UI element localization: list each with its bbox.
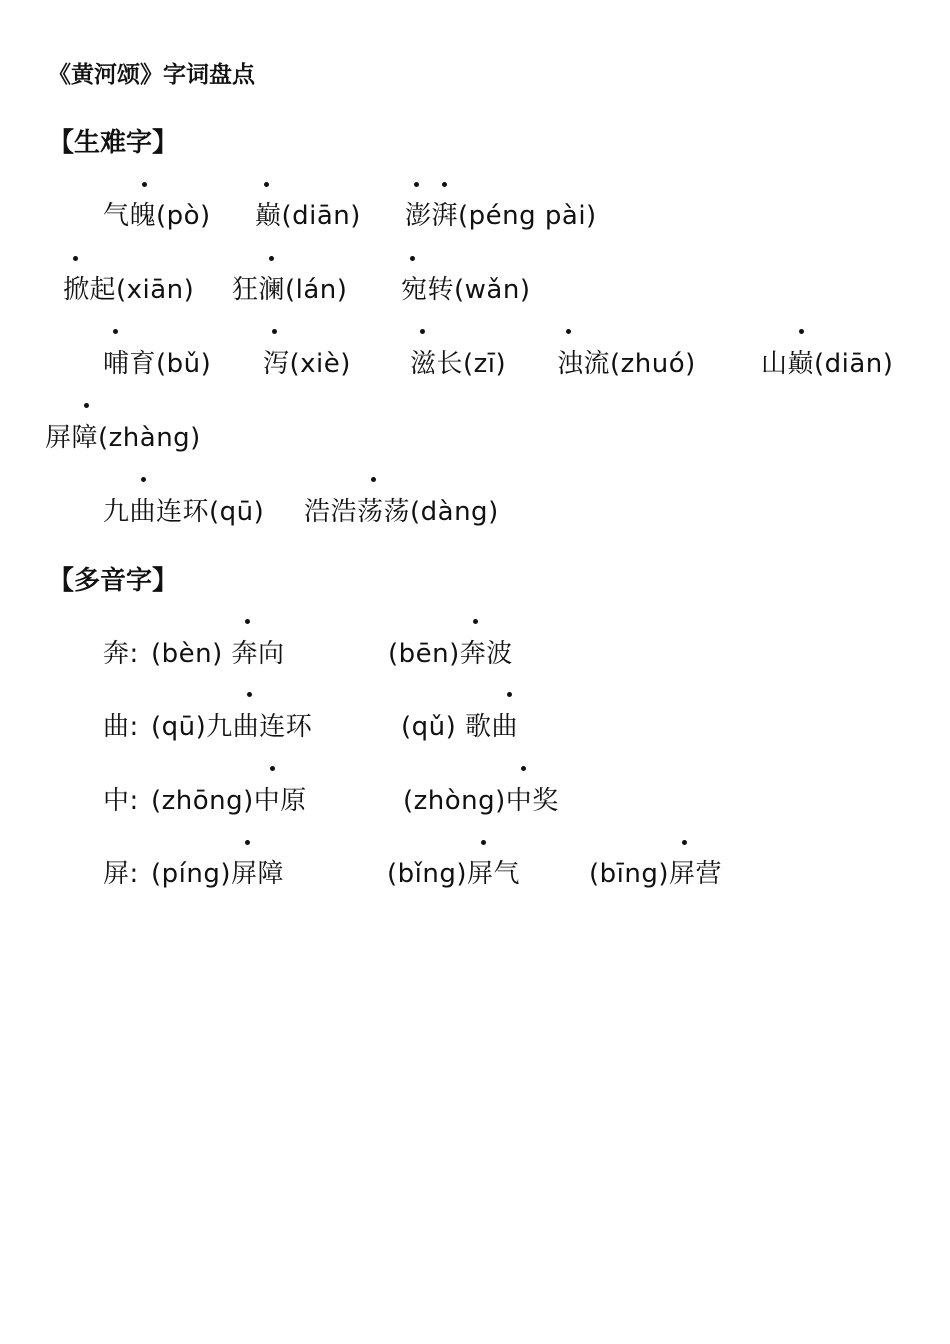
polyphone-reading: (zhòng)中奖 (403, 786, 559, 816)
emphasis-dot (247, 692, 252, 697)
polyphone-reading: (qǔ) 歌曲 (401, 712, 519, 742)
vocab-item: 哺育(bǔ) (103, 349, 212, 379)
emphasis-dot (142, 182, 147, 187)
polyphone-label: 屏: (103, 859, 139, 889)
emphasis-dot (442, 182, 447, 187)
emphasis-dot (507, 692, 512, 697)
emphasis-dot (682, 840, 687, 845)
emphasis-dot (84, 403, 89, 408)
section-heading-hard-chars: 【生难字】 (48, 128, 179, 158)
vocab-item: 澎湃(péng pài) (405, 201, 597, 231)
emphasis-dot (481, 840, 486, 845)
vocab-item: 气魄(pò) (103, 201, 211, 231)
vocab-item: 浩浩荡荡(dàng) (304, 497, 499, 527)
polyphone-reading: (zhōng)中原 (151, 786, 307, 816)
polyphone-reading: (píng)屏障 (151, 859, 284, 889)
vocab-item: 山巅(diān) (761, 349, 894, 379)
emphasis-dot (414, 182, 419, 187)
emphasis-dot (245, 840, 250, 845)
emphasis-dot (73, 256, 78, 261)
vocab-item: 浊流(zhuó) (557, 349, 696, 379)
polyphone-reading: (bǐng)屏气 (387, 859, 520, 889)
vocab-item: 泻(xiè) (263, 349, 351, 379)
emphasis-dot (264, 182, 269, 187)
emphasis-dot (245, 619, 250, 624)
emphasis-dot (566, 329, 571, 334)
vocab-item: 九曲连环(qū) (103, 497, 265, 527)
emphasis-dot (410, 256, 415, 261)
emphasis-dot (420, 329, 425, 334)
vocab-item: 掀起(xiān) (63, 275, 195, 305)
polyphone-label: 奔: (103, 639, 139, 669)
polyphone-reading: (bēn)奔波 (388, 639, 513, 669)
emphasis-dot (799, 329, 804, 334)
vocab-item: 滋长(zī) (410, 349, 507, 379)
polyphone-reading: (bīng)屏营 (589, 859, 722, 889)
polyphone-reading: (qū)九曲连环 (151, 712, 313, 742)
vocab-item: 狂澜(lán) (232, 275, 348, 305)
polyphone-label: 中: (103, 786, 139, 816)
vocab-item: 巅(diān) (255, 201, 361, 231)
emphasis-dot (270, 766, 275, 771)
emphasis-dot (473, 619, 478, 624)
vocab-item: 屏障(zhàng) (45, 423, 201, 453)
emphasis-dot (272, 329, 277, 334)
polyphone-label: 曲: (103, 712, 139, 742)
emphasis-dot (521, 766, 526, 771)
vocab-item: 宛转(wǎn) (401, 275, 531, 305)
polyphone-reading: (bèn) 奔向 (151, 639, 285, 669)
section-heading-polyphones: 【多音字】 (48, 566, 179, 596)
document-title: 《黄河颂》字词盘点 (48, 62, 255, 88)
emphasis-dot (141, 477, 146, 482)
emphasis-dot (269, 256, 274, 261)
emphasis-dot (113, 329, 118, 334)
emphasis-dot (371, 477, 376, 482)
